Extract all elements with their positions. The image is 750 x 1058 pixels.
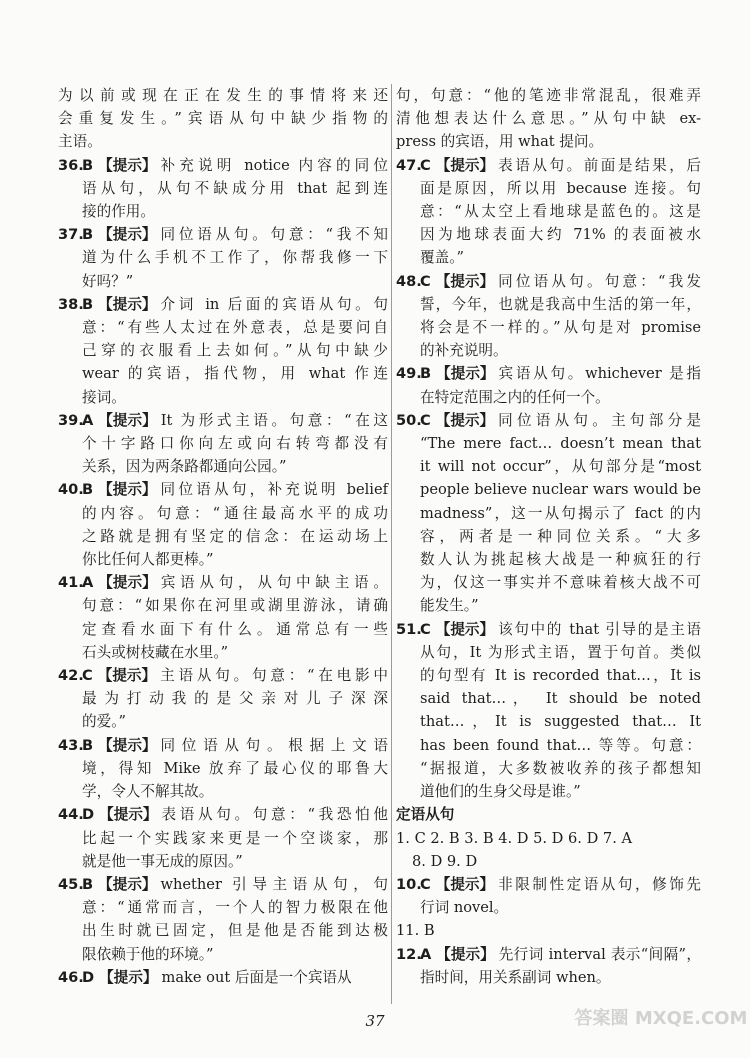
item-number: 50. — [396, 411, 422, 429]
answer-letter: A — [82, 574, 94, 592]
answer-letter: A — [82, 411, 94, 429]
answer-item-39 — [58, 409, 388, 479]
hint-tag: 【提示】 — [99, 806, 158, 824]
answer-letter: B — [82, 875, 94, 893]
answer-item-38 — [58, 293, 388, 409]
item-number: 41. — [58, 574, 84, 592]
item-number: 51. — [396, 620, 422, 638]
item-number: 47. — [396, 156, 422, 174]
explanation-line: it will not occur”，从句部分是“most — [420, 458, 701, 476]
explanation-line: 数人认为挑起核大战是一种疯狂的行 — [420, 551, 701, 569]
answer-item-46 — [58, 966, 388, 989]
answer-letter: B — [82, 156, 94, 174]
explanation-line: whether 引导主语从句，句 — [160, 875, 388, 893]
item-number: 10. — [396, 875, 422, 893]
answer-item-49 — [396, 362, 701, 408]
answer-item-45 — [58, 873, 388, 966]
continued-text — [396, 84, 701, 154]
hint-tag: 【提示】 — [97, 667, 157, 685]
explanation-line: madness”，这一从句揭示了 fact 的内 — [420, 504, 701, 522]
explanation-line: 将会是不一样的。”从句是对 promise — [420, 319, 701, 337]
explanation-line: 覆盖。” — [420, 249, 464, 267]
hint-tag: 【提示】 — [98, 226, 157, 244]
explanation-line: make out 后面是一个宾语从 — [161, 968, 352, 986]
item-number: 42. — [58, 667, 84, 685]
explanation-line: 补充说明 notice 内容的同位 — [160, 156, 388, 174]
explanation-line: 为，仅这一事实并不意味着核大战不可 — [420, 574, 701, 592]
right-column — [396, 84, 701, 989]
explanation-line: 你比任何人都更棒。” — [82, 551, 214, 569]
explanation-line: 境，得知 Mike 放弃了最心仪的耶鲁大 — [82, 759, 388, 777]
answer-item-41 — [58, 571, 388, 664]
explanation-line: that…，It is suggested that… It — [420, 713, 701, 731]
answer-item-37 — [58, 223, 388, 293]
explanation-line: 意：“通常而言，一个人的智力极限在他 — [82, 899, 388, 917]
answer-item-47 — [396, 154, 701, 270]
answer-item-10 — [396, 873, 701, 919]
explanation-line: 因为地球表面大约 71% 的表面被水 — [420, 226, 701, 244]
answer-letter: B — [82, 736, 94, 754]
explanation-line: 就是他一事无成的原因。” — [82, 852, 243, 870]
section-heading: 定语从句 — [396, 806, 455, 824]
explanation-line: 句，句意：“他的笔迹非常混乱，很难弄 — [396, 87, 701, 104]
answer-item-11: 11. B — [396, 922, 435, 940]
item-number: 36. — [58, 156, 84, 174]
page-number: 37 — [365, 1012, 385, 1030]
explanation-line: 誓，今年，也就是我高中生活的第一年， — [420, 295, 701, 313]
quick-answers-row: 1. C 2. B 3. B 4. D 5. D 6. D 7. A — [396, 829, 633, 847]
answer-item-42 — [58, 664, 388, 734]
answer-letter: D — [82, 968, 95, 986]
hint-tag: 【提示】 — [98, 295, 157, 313]
hint-tag: 【提示】 — [435, 411, 495, 429]
explanation-line: 从句，It 为形式主语，置于句首。类似 — [420, 643, 701, 661]
explanation-line: 意：“从太空上看地球是蓝色的。这是 — [420, 203, 701, 221]
explanation-line: 宾语从句。whichever 是指 — [498, 365, 701, 383]
answer-item-44 — [58, 803, 388, 873]
explanation-line: “据报道，大多数被收养的孩子都想知 — [420, 759, 701, 777]
explanation-line: 非限制性定语从句，修饰先 — [498, 875, 701, 893]
item-number: 43. — [58, 736, 84, 754]
item-number: 49. — [396, 365, 422, 383]
answer-letter: B — [82, 226, 94, 244]
explanation-line: 句意：“如果你在河里或湖里游泳，请确 — [82, 597, 388, 615]
explanation-line: 主语从句。句意：“在电影中 — [160, 667, 388, 685]
explanation-line: 石头或树枝藏在水里。” — [82, 643, 229, 661]
explanation-line: press 的宾语，用 what 提问。 — [396, 133, 604, 151]
item-number: 37. — [58, 226, 84, 244]
answer-letter: C — [420, 875, 431, 893]
explanation-line: 表语从句。前面是结果，后 — [498, 156, 701, 174]
watermark-title: 答案圈 MXQE.COM — [574, 1008, 748, 1029]
explanation-line: people believe nuclear wars would be — [420, 481, 701, 499]
item-number: 12. — [396, 945, 422, 963]
explanation-line: said that…， It should be noted — [420, 690, 701, 708]
explanation-line: “The mere fact… doesn’t mean that — [420, 435, 701, 453]
explanation-line: 的爱。” — [82, 713, 126, 731]
explanation-line: 行词 novel。 — [420, 899, 509, 917]
answer-letter: B — [420, 365, 432, 383]
answer-letter: C — [420, 272, 431, 290]
explanation-line: 同位语从句，补充说明 belief — [160, 481, 388, 499]
explanation-line: 主语。 — [58, 133, 102, 151]
hint-tag: 【提示】 — [435, 272, 495, 290]
item-number: 44. — [58, 806, 84, 824]
explanation-line: 限依赖于他的环境。” — [82, 945, 214, 963]
answer-letter: B — [82, 481, 94, 499]
answer-letter: A — [420, 945, 432, 963]
explanation-line: has been found that… 等等。句意： — [420, 736, 701, 754]
item-number: 40. — [58, 481, 84, 499]
explanation-line: 接的作用。 — [82, 203, 155, 221]
answer-item-50 — [396, 409, 701, 618]
hint-tag: 【提示】 — [98, 481, 157, 499]
continued-text — [58, 84, 388, 154]
answer-letter: C — [82, 667, 93, 685]
hint-tag: 【提示】 — [435, 620, 495, 638]
explanation-line: 会重复发生。”宾语从句中缺少指物的 — [58, 110, 388, 128]
hint-tag: 【提示】 — [98, 411, 157, 429]
column-divider — [391, 84, 392, 1004]
explanation-line: 的句型有 It is recorded that…，It is — [420, 667, 701, 685]
explanation-line: 的内容。句意：“通往最高水平的成功 — [82, 504, 388, 522]
explanation-line: 先行词 interval 表示“间隔”， — [498, 945, 701, 963]
answer-item-48 — [396, 270, 701, 363]
item-number: 46. — [58, 968, 84, 986]
explanation-line: 最为打动我的是父亲对儿子深深 — [82, 690, 388, 708]
left-column — [58, 84, 388, 989]
explanation-line: 之路就是拥有坚定的信念：在运动场上 — [82, 527, 388, 545]
item-number: 45. — [58, 875, 84, 893]
hint-tag: 【提示】 — [436, 945, 495, 963]
answer-letter: D — [82, 806, 95, 824]
hint-tag: 【提示】 — [435, 875, 495, 893]
explanation-line: 语从句，从句不缺成分用 that 起到连 — [82, 179, 388, 197]
explanation-line: 个十字路口你向左或向右转弯都没有 — [82, 435, 388, 453]
hint-tag: 【提示】 — [436, 365, 495, 383]
explanation-line: 该句中的 that 引导的是主语 — [498, 620, 701, 638]
explanation-line: 为以前或现在正在发生的事情将来还 — [58, 87, 388, 104]
explanation-line: 同位语从句。主句部分是 — [498, 411, 701, 429]
hint-tag: 【提示】 — [98, 156, 157, 174]
explanation-line: 接词。 — [82, 388, 126, 406]
explanation-line: 宾语从句，从句中缺主语。 — [160, 574, 388, 592]
answer-letter: B — [82, 295, 94, 313]
hint-tag: 【提示】 — [435, 156, 495, 174]
explanation-line: 同位语从句。根据上文语 — [160, 736, 388, 754]
hint-tag: 【提示】 — [99, 968, 158, 986]
explanation-line: 道他们的生身父母是谁。” — [420, 783, 581, 801]
watermark-logo-icon — [574, 1002, 748, 1046]
item-number: 39. — [58, 411, 84, 429]
explanation-line: It 为形式主语。句意：“在这 — [160, 411, 388, 429]
item-number: 48. — [396, 272, 422, 290]
explanation-line: 关系，因为两条路都通向公园。” — [82, 458, 287, 476]
explanation-line: 清他想表达什么意思。”从句中缺 ex- — [396, 110, 701, 128]
answer-item-51 — [396, 618, 701, 804]
hint-tag: 【提示】 — [98, 875, 157, 893]
explanation-line: 意：“有些人太过在外意表，总是要问自 — [82, 319, 388, 337]
explanation-line: wear 的宾语，指代物，用 what 作连 — [82, 365, 388, 383]
explanation-line: 能发生。” — [420, 597, 479, 615]
explanation-line: 学，令人不解其故。 — [82, 783, 214, 801]
hint-tag: 【提示】 — [98, 736, 157, 754]
answer-item-36 — [58, 154, 388, 224]
answer-item-43 — [58, 734, 388, 804]
explanation-line: 的补充说明。 — [420, 342, 508, 360]
explanation-line: 定查看水面下有什么。通常总有一些 — [82, 620, 388, 638]
quick-answers-row: 8. D 9. D — [412, 852, 478, 870]
explanation-line: 道为什么手机不工作了，你帮我修一下 — [82, 249, 388, 267]
explanation-line: 比起一个实践家来更是一个空谈家，那 — [82, 829, 388, 847]
hint-tag: 【提示】 — [98, 574, 157, 592]
answer-item-40 — [58, 478, 388, 571]
explanation-line: 在特定范围之内的任何一个。 — [420, 388, 610, 406]
answer-letter: C — [420, 156, 431, 174]
explanation-line: 同位语从句。句意：“我发 — [498, 272, 701, 290]
explanation-line: 出生时就已固定，但是他是否能到达极 — [82, 922, 388, 940]
explanation-line: 同位语从句。句意：“我不知 — [160, 226, 388, 244]
explanation-line: 介词 in 后面的宾语从句。句 — [160, 295, 388, 313]
answer-letter: C — [420, 411, 431, 429]
explanation-line: 面是原因，所以用 because 连接。句 — [420, 179, 701, 197]
explanation-line: 好吗？” — [82, 272, 134, 290]
explanation-line: 容，两者是一种同位关系。“大多 — [420, 527, 701, 545]
answer-item-12 — [396, 943, 701, 989]
explanation-line: 己穿的衣服看上去如何。”从句中缺少 — [82, 342, 388, 360]
explanation-line: 表语从句。句意：“我恐怕他 — [161, 806, 388, 824]
explanation-line: 指时间，用关系副词 when。 — [420, 968, 611, 986]
item-number: 38. — [58, 295, 84, 313]
answer-letter: C — [420, 620, 431, 638]
